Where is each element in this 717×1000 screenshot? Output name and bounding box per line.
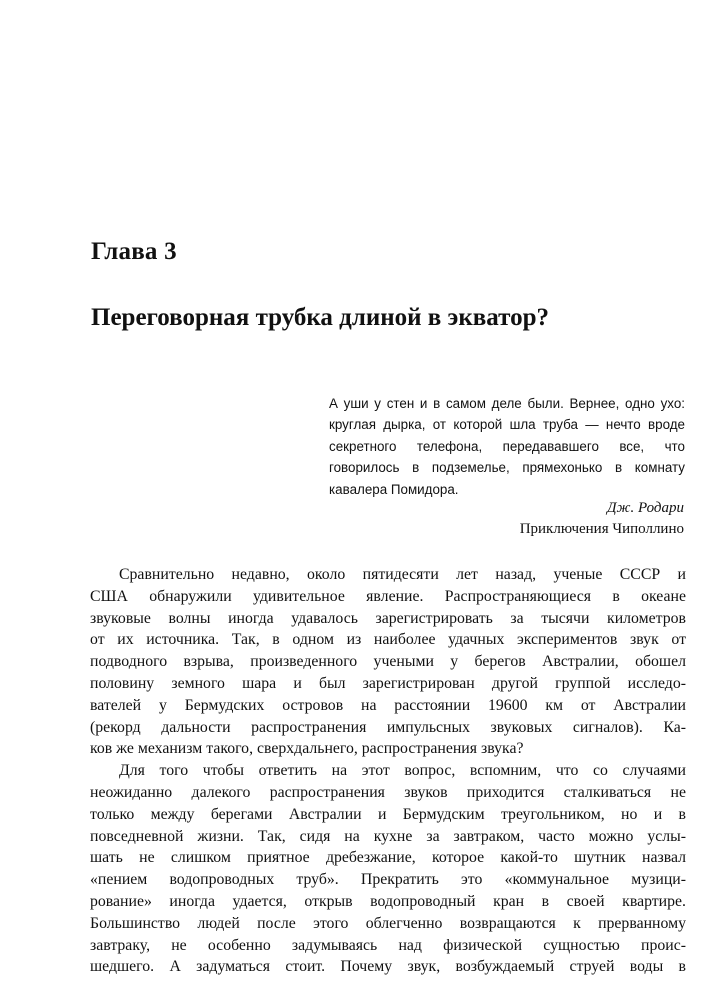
text-line: «пением водопроводных труб». Прекратить это «коммунальное музици- [90, 871, 686, 889]
body-text [90, 564, 686, 978]
text-line: только между берегами Австралии и Бермудским треугольником, но и в [90, 805, 686, 823]
text-line: Для того чтобы ответить на этот вопрос, вспомним, что со случаями [119, 762, 686, 780]
text-line: вателей у Бермудских островов на расстоянии 19600 км от Австралии [90, 696, 686, 714]
epigraph-source: Приключения Чиполлино [519, 521, 684, 537]
text-line: завтраку, не особенно задумываясь над физической сущностью проис- [90, 936, 686, 954]
text-line: шедшего. А задуматься стоит. Почему звук, возбуждаемый струей воды в [90, 958, 686, 976]
text-line: подводного взрыва, произведенного учеными у берегов Австралии, обошел [90, 653, 686, 671]
chapter-title: Переговорная трубка длиной в экватор? [91, 304, 549, 331]
text-line: неожиданно далекого распространения звуков приходится сталкиваться не [90, 783, 686, 801]
text-line: рование» иногда удается, открыв водопроводный кран в своей квартире. [90, 892, 686, 910]
text-line: ков же механизм такого, сверхдальнего, распространения звука? [90, 740, 524, 758]
epigraph-quote: А уши у стен и в самом деле были. Вернее, одно ухо: круглая дырка, от которой шла труба — нечто вроде секретного телефона, передававшего все, что говорилось в подземелье, прямехонько в комнату кавалера Помидора. [329, 396, 685, 497]
text-line: США обнаружили удивительное явление. Распространяющиеся в океане [90, 587, 686, 605]
text-line: повседневной жизни. Так, сидя на кухне за завтраком, часто можно услы- [90, 827, 686, 845]
text-line: Сравнительно недавно, около пятидесяти лет назад, ученые СССР и [119, 566, 686, 583]
text-line: от их источника. Так, в одном из наиболее удачных экспериментов звук от [90, 631, 686, 649]
text-line: (рекорд дальности распространения импульсных звуковых сигналов). Ка- [90, 718, 686, 736]
text-line: Большинство людей после этого облегченно возвращаются к прерванному [90, 914, 686, 932]
text-line: половину земного шара и был зарегистрирован другой группой исследо- [90, 674, 686, 692]
text-line: звуковые волны иногда удавалось зарегистрировать за тысячи километров [90, 609, 686, 627]
chapter-number: Глава 3 [91, 238, 177, 265]
epigraph-author: Дж. Родари [606, 500, 684, 516]
text-line: шать не слишком приятное дребезжание, которое какой-то шутник назвал [90, 849, 686, 867]
